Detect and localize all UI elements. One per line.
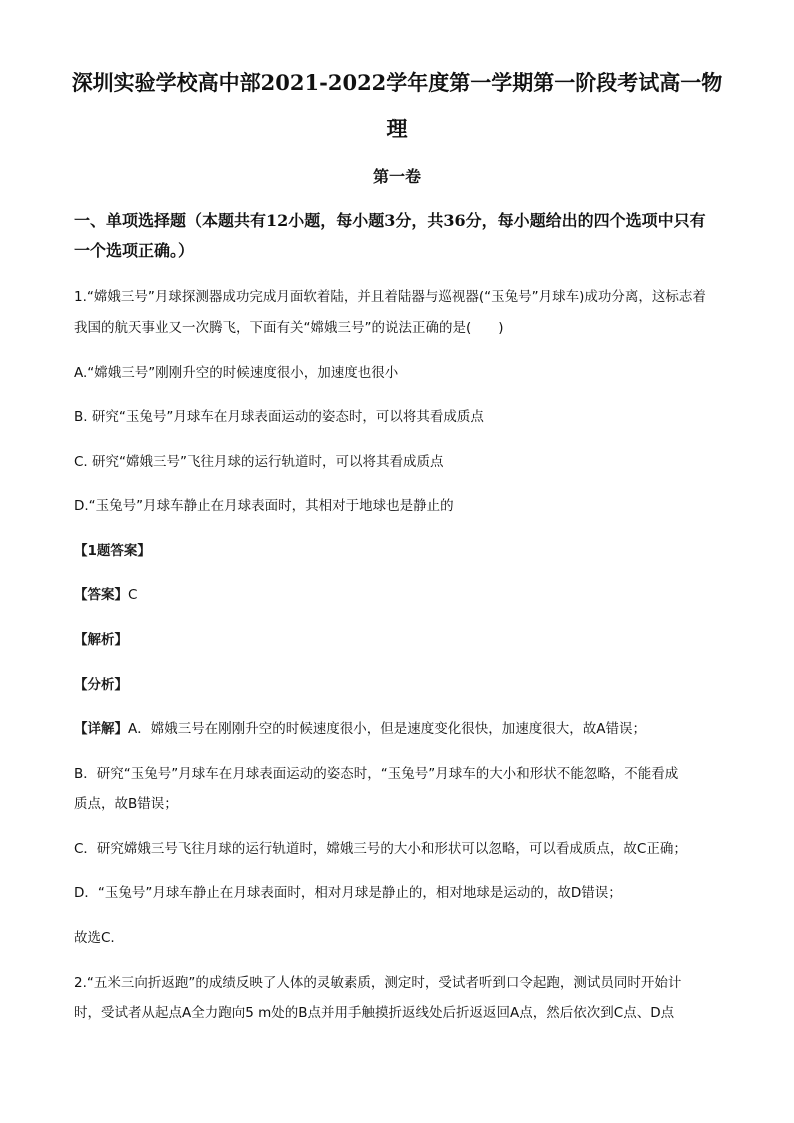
detail-b-line1: B．研究“玉兔号”月球车在月球表面运动的姿态时，“玉兔号”月球车的大小和形状不能忽略，不能看成 bbox=[74, 766, 679, 782]
fenxi-heading: 【分析】 bbox=[74, 677, 128, 693]
conclusion: 故选C. bbox=[74, 930, 115, 946]
doc-title-line1: 深圳实验学校高中部2021-2022学年度第一学期第一阶段考试高一物 bbox=[71, 70, 723, 95]
q1-option-a: A.“嫦娥三号”刚刚升空的时候速度很小，加速度也很小 bbox=[74, 365, 399, 381]
answer-header: 【1题答案】 bbox=[74, 543, 151, 559]
analysis-heading: 【解析】 bbox=[74, 632, 128, 648]
detail-c: C．研究嫦娥三号飞往月球的运行轨道时，嫦娥三号的大小和形状可以忽略，可以看成质点，故C正确； bbox=[74, 841, 687, 857]
volume-heading: 第一卷 bbox=[372, 167, 421, 186]
section-heading-line2: 一个选项正确。） bbox=[74, 241, 195, 260]
answer-line bbox=[74, 583, 734, 603]
q1-option-d: D.“玉兔号”月球车静止在月球表面时，其相对于地球也是静止的 bbox=[74, 498, 454, 514]
q1-option-c: C. 研究“嫦娥三号”飞往月球的运行轨道时，可以将其看成质点 bbox=[74, 454, 444, 470]
doc-title-line2: 理 bbox=[386, 116, 408, 141]
q1-option-b: B. 研究“玉兔号”月球车在月球表面运动的姿态时，可以将其看成质点 bbox=[74, 409, 484, 425]
answer-value: C bbox=[128, 587, 138, 603]
detail-tag: 【详解】 bbox=[74, 721, 128, 737]
q2-stem-line2: 时，受试者从起点A全力跑向5 m处的B点并用手触摸折返线处后折返返回A点，然后依次到C点、D点 bbox=[74, 1005, 675, 1021]
q2-stem-line1: 2.“五米三向折返跑”的成绩反映了人体的灵敏素质，测定时，受试者听到口令起跑，测试员同时开始计 bbox=[74, 975, 682, 991]
detail-a-line bbox=[74, 717, 734, 737]
q1-stem-line2: 我国的航天事业又一次腾飞，下面有关“嫦娥三号”的说法正确的是( ) bbox=[74, 320, 504, 336]
section-heading-line1: 一、单项选择题（本题共有12小题，每小题3分，共36分，每小题给出的四个选项中只有 bbox=[74, 211, 706, 230]
detail-b-line2: 质点，故B错误； bbox=[74, 796, 178, 812]
detail-a-text: A．嫦娥三号在刚刚升空的时候速度很小，但是速度变化很快，加速度很大，故A错误； bbox=[128, 721, 646, 737]
answer-tag: 【答案】 bbox=[74, 587, 128, 603]
detail-d: D．“玉兔号”月球车静止在月球表面时，相对月球是静止的，相对地球是运动的，故D错误； bbox=[74, 885, 622, 901]
q1-stem-line1: 1.“嫦娥三号”月球探测器成功完成月面软着陆，并且着陆器与巡视器(“玉兔号”月球车)成功分离，这标志着 bbox=[74, 289, 706, 305]
